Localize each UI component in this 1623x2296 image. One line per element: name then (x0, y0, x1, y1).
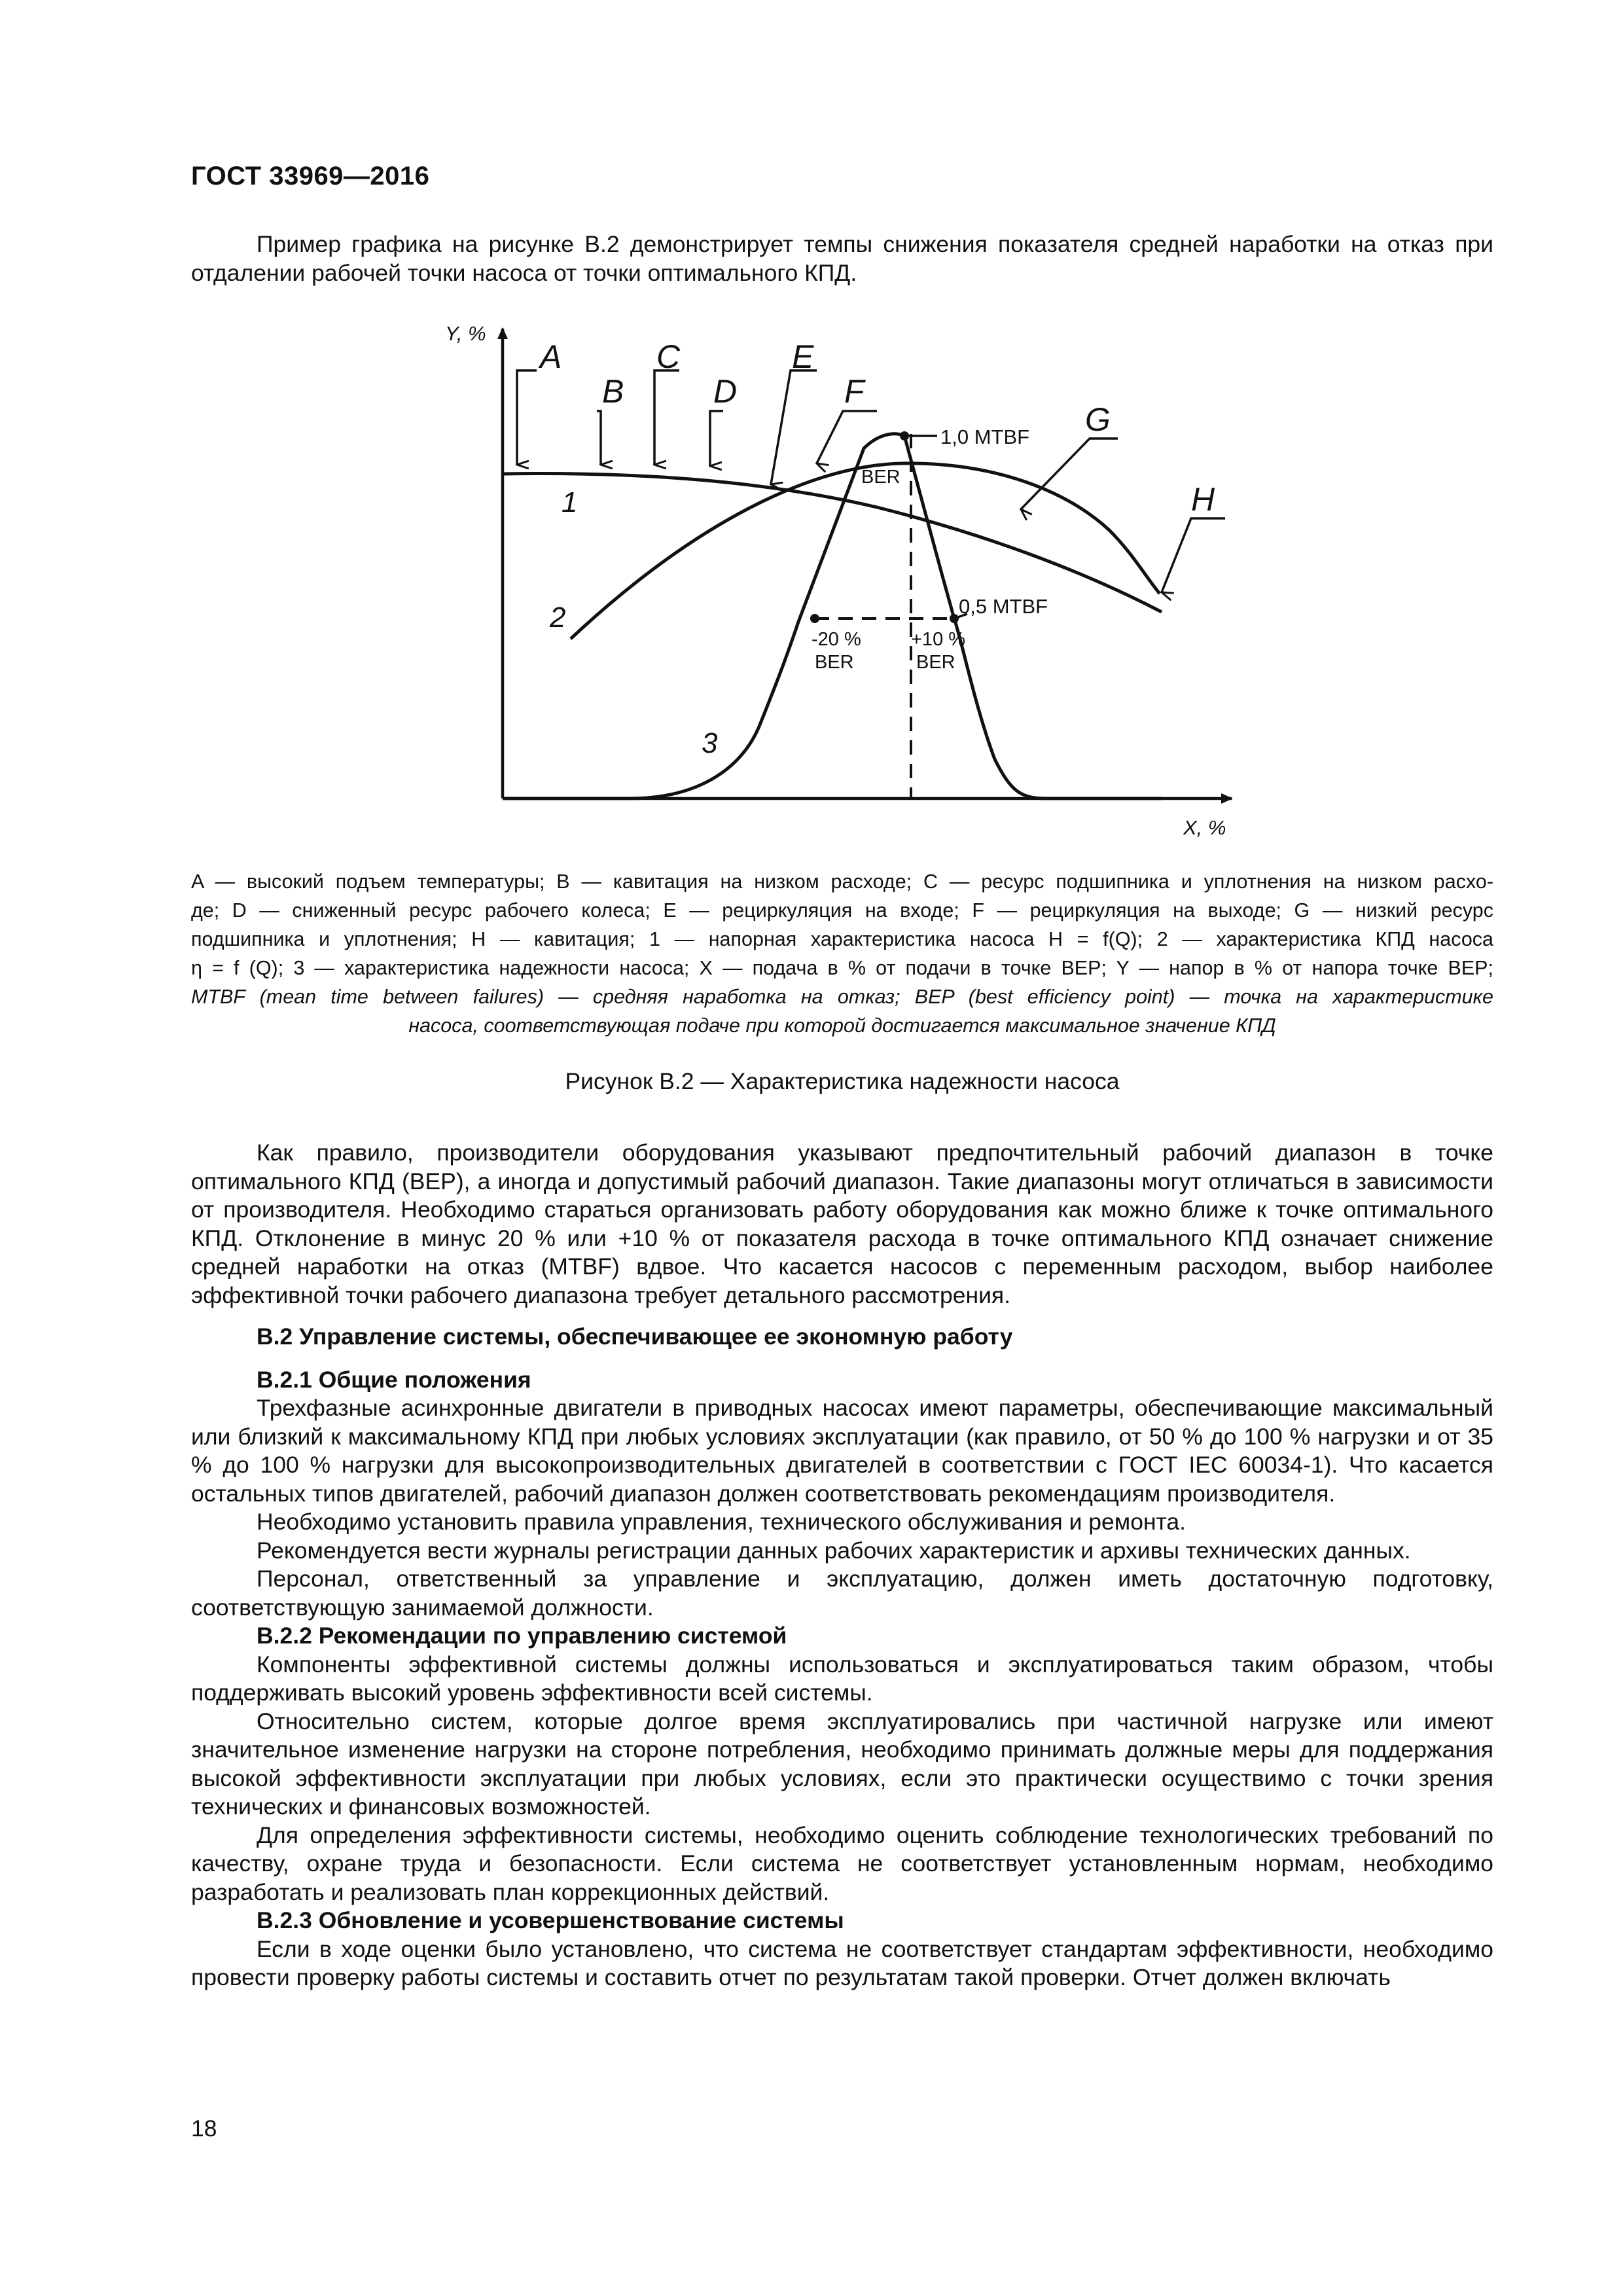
paragraph-bep: Как правило, производители оборудования указывают предпочтительный рабочий диапазон в точке оптимального КПД (BEP), а иногда и допустимый рабочий диапазон. Такие диапазоны могут отличаться в зависимости от производителя. Необходимо стараться организовать работу оборудования как можно ближе к точке оптимального КПД. Отклонение в минус 20 % или +10 % от показателя расхода в точке оптимального КПД означает снижение средней наработки на отказ (MTBF) вдвое. Что касается насосов с переменным расходом, выбор наиболее эффективной точки рабочего диапазона требует детального рассмотрения. (191, 1139, 1493, 1308)
section-b2-heading: В.2 Управление системы, обеспечивающее ее экономную работу (257, 1323, 1013, 1350)
marker-a-line (517, 370, 537, 465)
curve-3-reliability (503, 434, 1162, 798)
paragraph-staff: Персонал, ответственный за управление и эксплуатацию, должен иметь достаточную подготовку, соответствующую занимаемой должности. (191, 1566, 1493, 1621)
legend-line-1: A — высокий подъем температуры; B — кавитация на низком расходе; C — ресурс подшипника и уплотнения на низком расхо- (191, 870, 1493, 893)
letter-g: G (1085, 401, 1111, 438)
section-b21-heading: В.2.1 Общие положения (257, 1366, 531, 1393)
mtbf-half-label: 0,5 MTBF (959, 595, 1048, 618)
legend-line-6: насоса, соответствующая подаче при которой достигается максимальное значение КПД (408, 1014, 1276, 1037)
minus20-label: -20 % (812, 629, 861, 650)
letter-f: F (844, 373, 865, 410)
minus20-ber-label: BER (815, 652, 854, 673)
curve-1-number: 1 (562, 486, 578, 518)
legend-line-4: η = f (Q); 3 — характеристика надежности насоса; X — подача в % от подачи в точке BEP; Y — напор в % от напора точке BEP; (191, 957, 1493, 979)
letter-h: H (1191, 481, 1215, 518)
marker-d-line (710, 411, 723, 466)
curve-1-head (503, 474, 1162, 612)
paragraph-report: Если в ходе оценки было установлено, что система не соответствует стандартам эффективности, необходимо провести проверку работы системы и составить отчет по результатам такой проверки. Отчет должен включать (191, 1935, 1493, 1990)
reliability-chart (419, 314, 1296, 857)
x-axis-label: X, % (1183, 816, 1226, 839)
figure-caption: Рисунок В.2 — Характеристика надежности насоса (565, 1068, 1120, 1094)
paragraph-efficiency-check: Для определения эффективности системы, необходимо оценить соблюдение технологических требований по качеству, охране труда и безопасности. Если система не соответствует установленным нормам, необходимо разработать и реализовать план коррекционных действий. (191, 1821, 1493, 1905)
y-axis-label: Y, % (445, 322, 486, 345)
figure-b2 (419, 314, 1296, 857)
ber-top-label: BER (861, 467, 901, 488)
marker-f-line (817, 411, 877, 463)
letter-e: E (792, 338, 814, 375)
section-b23-heading: В.2.3 Обновление и усовершенствование системы (257, 1907, 844, 1933)
intro-text: Пример графика на рисунке В.2 демонстрирует темпы снижения показателя средней наработки на отказ при отдалении рабочей точки насоса от точки оптимального КПД. (191, 231, 1493, 286)
legend-line-3: подшипника и уплотнения; H — кавитация; 1 — напорная характеристика насоса H = f(Q); 2 — характеристика КПД насоса (191, 928, 1493, 950)
letter-a: A (540, 338, 562, 375)
letter-d: D (713, 373, 738, 410)
marker-b-line (597, 411, 601, 465)
marker-h-line (1162, 518, 1225, 592)
letter-c: C (656, 338, 681, 375)
curve-2-number: 2 (550, 601, 566, 634)
paragraph-components: Компоненты эффективной системы должны использоваться и эксплуатироваться таким образом, чтобы поддерживать высокий уровень эффективности всей системы. (191, 1651, 1493, 1706)
curve-2-efficiency (571, 463, 1160, 639)
document-header: ГОСТ 33969—2016 (191, 162, 430, 190)
letter-b: B (602, 373, 624, 410)
section-b22-heading: В.2.2 Рекомендации по управлению системой (257, 1623, 787, 1649)
marker-g-line (1021, 439, 1118, 509)
paragraph-rules: Необходимо установить правила управления, технического обслуживания и ремонта. (257, 1509, 1186, 1535)
paragraph-logs: Рекомендуется вести журналы регистрации данных рабочих характеристик и архивы технических данных. (257, 1537, 1411, 1564)
legend-line-2: де; D — сниженный ресурс рабочего колеса; E — рециркуляция на входе; F — рециркуляция на выходе; G — низкий ресурс (191, 899, 1493, 922)
figure-legend (191, 867, 1493, 1040)
plus10-ber-label: BER (916, 652, 955, 673)
legend-line-5: MTBF (mean time between failures) — средняя наработка на отказ; BEP (best efficiency point) — точка на характеристике (191, 986, 1493, 1008)
point-minus20 (810, 614, 819, 623)
mtbf-peak-label: 1,0 MTBF (940, 425, 1030, 448)
paragraph-motors: Трехфазные асинхронные двигатели в приводных насосах имеют параметры, обеспечивающие максимальный или близкий к максимальному КПД при любых условиях эксплуатации (как правило, от 50 % до 100 % нагрузки и от 35 % до 100 % нагрузки для высокопроизводительных двигателей в соответствии с ГОСТ IEC 60034-1). Что касается остальных типов двигателей, рабочий диапазон должен соответствовать рекомендациям производителя. (191, 1395, 1493, 1507)
body-text (191, 1139, 1493, 1992)
plus10-label: +10 % (911, 629, 966, 650)
curve-3-number: 3 (702, 727, 718, 759)
paragraph-partial-load: Относительно систем, которые долгое время эксплуатировались при частичной нагрузке или имеют значительное изменение нагрузки на стороне потребления, необходимо принимать должные меры для поддержания высокой эффективности эксплуатации при любых условиях, если это практически осуществимо с точки зрения технических и финансовых возможностей. (191, 1708, 1493, 1820)
page-number: 18 (191, 2115, 217, 2142)
intro-paragraph (191, 230, 1493, 287)
marker-e-line (771, 370, 817, 484)
marker-c-line (654, 370, 679, 465)
